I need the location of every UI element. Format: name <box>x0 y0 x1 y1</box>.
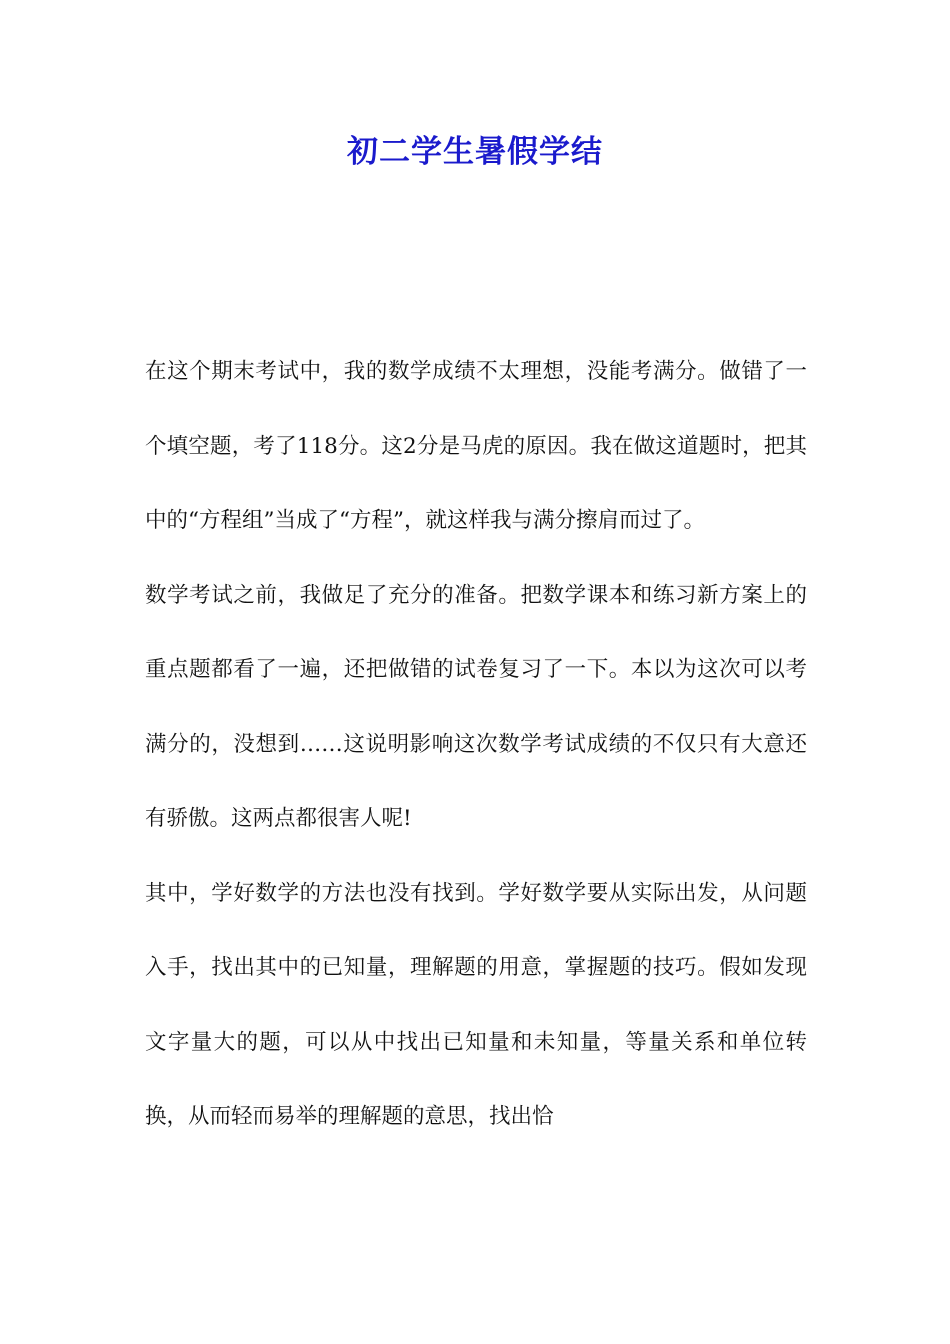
paragraph-3: 其中，学好数学的方法也没有找到。学好数学要从实际出发，从问题入手，找出其中的已知量，理解题的用意，掌握题的技巧。假如发现文字量大的题，可以从中找出已知量和未知量，等量关系和单位转换，从而轻而易举的理解题的意思，找出恰 <box>145 880 807 1129</box>
paragraph-2: 数学考试之前，我做足了充分的准备。把数学课本和练习新方案上的重点题都看了一遍，还把做错的试卷复习了一下。本以为这次可以考满分的，没想到……这说明影响这次数学考试成绩的不仅只有大意还有骄傲。这两点都很害人呢! <box>145 582 807 831</box>
paragraph-1: 在这个期末考试中，我的数学成绩不太理想，没能考满分。做错了一个填空题，考了118分。这2分是马虎的原因。我在做这道题时，把其中的“方程组”当成了“方程”，就这样我与满分擦肩而过了。 <box>145 359 807 533</box>
document-title: 初二学生暑假学结 <box>347 134 603 170</box>
document-body <box>145 335 807 1155</box>
